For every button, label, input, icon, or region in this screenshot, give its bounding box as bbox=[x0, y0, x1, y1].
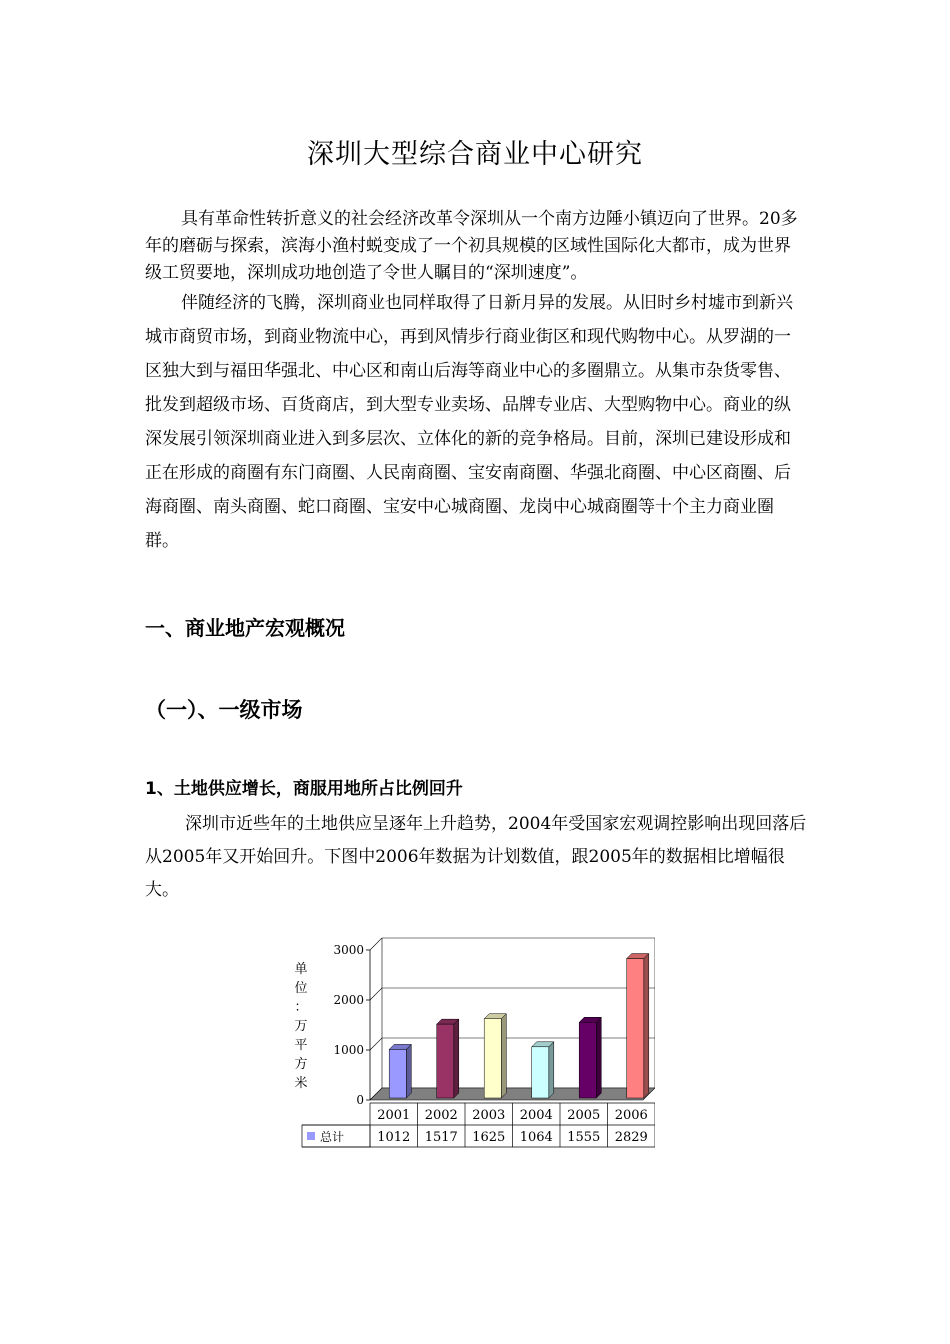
bar-2005 bbox=[579, 1022, 596, 1098]
chart-y-axis-label bbox=[294, 962, 307, 1091]
chart-floor-plane bbox=[370, 1088, 655, 1100]
bar-2002 bbox=[437, 1024, 454, 1098]
data-value-label: 1064 bbox=[519, 1130, 553, 1145]
bar-side-2003 bbox=[501, 1014, 506, 1098]
data-value-label: 1012 bbox=[377, 1130, 411, 1145]
bar-side-2002 bbox=[454, 1019, 459, 1098]
y-axis-label-char: 方 bbox=[294, 1057, 308, 1072]
bar-2001 bbox=[389, 1049, 406, 1098]
y-tick-label: 0 bbox=[356, 1093, 364, 1107]
data-value-label: 1555 bbox=[567, 1130, 601, 1145]
y-tick-label: 2000 bbox=[333, 993, 364, 1007]
grid-depth-line bbox=[370, 938, 382, 950]
x-category-label: 2003 bbox=[472, 1108, 506, 1123]
topic-heading: 1、土地供应增长，商服用地所占比例回升 bbox=[145, 779, 463, 799]
x-category-label: 2002 bbox=[424, 1108, 458, 1123]
subsection-heading: （一）、一级市场 bbox=[145, 698, 303, 722]
y-tick-label: 3000 bbox=[333, 943, 364, 957]
data-value-label: 2829 bbox=[614, 1130, 648, 1145]
land-supply-chart bbox=[285, 935, 655, 1155]
bar-2003 bbox=[484, 1019, 501, 1098]
x-category-label: 2004 bbox=[519, 1108, 553, 1123]
bar-side-2004 bbox=[549, 1042, 554, 1098]
y-axis-label-char: 平 bbox=[294, 1038, 308, 1053]
legend-series-name: 总计 bbox=[320, 1130, 345, 1144]
grid-depth-line bbox=[370, 1038, 382, 1050]
chart-floor bbox=[370, 1088, 655, 1100]
x-category-label: 2006 bbox=[614, 1108, 648, 1123]
data-value-label: 1625 bbox=[472, 1130, 506, 1145]
commerce-development-paragraph: 伴随经济的飞腾，深圳商业也同样取得了日新月异的发展。从旧时乡村墟市到新兴城市商贸市场，到商业物流中心，再到风情步行商业街区和现代购物中心。从罗湖的一区独大到与福田华强北、中心区和南山后海等商业中心的多圈鼎立。从集市杂货零售、批发到超级市场、百货商店，到大型专业卖场、品牌专业店、大型购物中心。商业的纵深发展引领深圳商业进入到多层次、立体化的新的竞争格局。目前，深圳已建设形成和正在形成的商圈有东门商圈、人民南商圈、宝安南商圈、华强北商圈、中心区商圈、后海商圈、南头商圈、蛇口商圈、宝安中心城商圈、龙岗中心城商圈等十个主力商业圈群。 bbox=[145, 293, 793, 551]
y-axis-label-char: 单 bbox=[294, 962, 308, 977]
legend-swatch bbox=[307, 1132, 315, 1140]
bar-side-2005 bbox=[596, 1017, 601, 1098]
document-title: 深圳大型综合商业中心研究 bbox=[307, 139, 643, 170]
chart-bars bbox=[389, 954, 649, 1098]
y-axis-label-char: 位 bbox=[294, 981, 308, 996]
y-axis-label-char: 万 bbox=[294, 1019, 308, 1034]
bar-2004 bbox=[532, 1047, 549, 1098]
chart-y-ticks bbox=[333, 943, 370, 1107]
chart-gridlines bbox=[370, 938, 655, 1100]
x-category-label: 2001 bbox=[377, 1108, 411, 1123]
section-heading-1: 一、商业地产宏观概况 bbox=[145, 616, 345, 640]
grid-depth-line bbox=[370, 988, 382, 1000]
chart-data-table bbox=[302, 1103, 655, 1147]
data-value-label: 1517 bbox=[424, 1130, 458, 1145]
intro-paragraph: 具有革命性转折意义的社会经济改革令深圳从一个南方边陲小镇迈向了世界。20多年的磨砺与探索，滨海小渔村蜕变成了一个初具规模的区域性国际化大都市，成为世界级工贸要地，深圳成功地创造了令世人瞩目的“深圳速度”。 bbox=[145, 209, 798, 283]
x-category-label: 2005 bbox=[567, 1108, 601, 1123]
y-axis-label-char: 米 bbox=[294, 1076, 308, 1091]
bar-2006 bbox=[627, 959, 644, 1098]
land-supply-paragraph: 深圳市近些年的土地供应呈逐年上升趋势，2004年受国家宏观调控影响出现回落后从2005年又开始回升。下图中2006年数据为计划数值，跟2005年的数据相比增幅很大。 bbox=[145, 814, 807, 900]
bar-side-2001 bbox=[406, 1044, 411, 1098]
bar-side-2006 bbox=[644, 954, 649, 1098]
y-axis-label-char: ： bbox=[294, 1000, 308, 1015]
y-tick-label: 1000 bbox=[333, 1043, 364, 1057]
